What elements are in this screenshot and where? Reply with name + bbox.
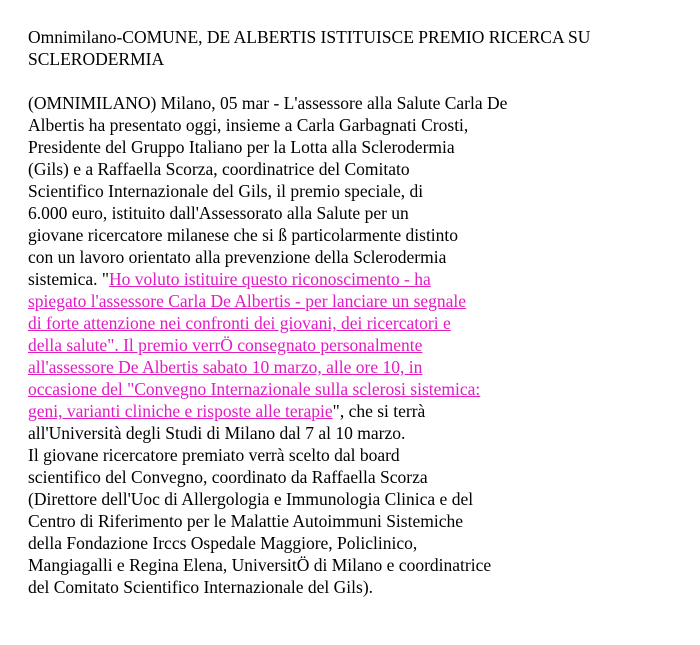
document-page [28, 26, 688, 598]
body-line: Scientifico Internazionale del Gils, il premio speciale, di [28, 181, 424, 201]
headline-line: Omnimilano-COMUNE, DE ALBERTIS ISTITUISCE PREMIO RICERCA SU [28, 27, 591, 47]
article-body [28, 92, 688, 598]
body-line: del Comitato Scientifico Internazionale del Gils). [28, 577, 374, 597]
body-line: Mangiagalli e Regina Elena, UniversitÖ di Milano e coordinatrice [28, 555, 492, 575]
quote-line [28, 356, 688, 378]
quote-link-segment[interactable]: spiegato l'assessore Carla De Albertis - per lanciare un segnale [28, 291, 467, 311]
body-line: scientifico del Convegno, coordinato da Raffaella Scorza [28, 467, 428, 487]
body-line: (OMNIMILANO) Milano, 05 mar - L'assessore alla Salute Carla De [28, 93, 508, 113]
headline [28, 26, 688, 70]
quote-link-segment[interactable]: di forte attenzione nei confronti dei giovani, dei ricercatori e [28, 313, 451, 333]
quote-link-segment[interactable]: all'assessore De Albertis sabato 10 marzo, alle ore 10, in [28, 357, 423, 377]
body-line: (Gils) e a Raffaella Scorza, coordinatrice del Comitato [28, 159, 410, 179]
body-line: (Direttore dell'Uoc di Allergologia e Immunologia Clinica e del [28, 489, 474, 509]
quote-link-segment[interactable]: occasione del "Convegno Internazionale sulla sclerosi sistemica: [28, 379, 481, 399]
quote-link-segment[interactable]: della salute". Il premio verrÖ consegnato personalmente [28, 335, 423, 355]
quote-line [28, 290, 688, 312]
quote-end-line [28, 400, 688, 422]
quote-line [28, 378, 688, 400]
body-line: all'Università degli Studi di Milano dal 7 al 10 marzo. [28, 423, 406, 443]
body-line: Presidente del Gruppo Italiano per la Lotta alla Sclerodermia [28, 137, 455, 157]
body-line: della Fondazione Irccs Ospedale Maggiore, Policlinico, [28, 533, 418, 553]
body-line: 6.000 euro, istituito dall'Assessorato alla Salute per un [28, 203, 409, 223]
quote-link-segment[interactable]: geni, varianti cliniche e risposte alle terapie [28, 401, 333, 421]
quote-start-line [28, 268, 688, 290]
body-line: giovane ricercatore milanese che si ß particolarmente distinto [28, 225, 459, 245]
body-line: con un lavoro orientato alla prevenzione della Sclerodermia [28, 247, 447, 267]
body-line: Albertis ha presentato oggi, insieme a Carla Garbagnati Crosti, [28, 115, 469, 135]
headline-line: SCLERODERMIA [28, 49, 165, 69]
quote-suffix: ", che si terrà [332, 401, 426, 421]
quote-prefix: sistemica. " [28, 269, 110, 289]
body-line: Il giovane ricercatore premiato verrà scelto dal board [28, 445, 400, 465]
body-line: Centro di Riferimento per le Malattie Autoimmuni Sistemiche [28, 511, 463, 531]
quote-line [28, 312, 688, 334]
quote-line [28, 334, 688, 356]
quote-link-segment[interactable]: Ho voluto istituire questo riconoscimento - ha [109, 269, 431, 289]
